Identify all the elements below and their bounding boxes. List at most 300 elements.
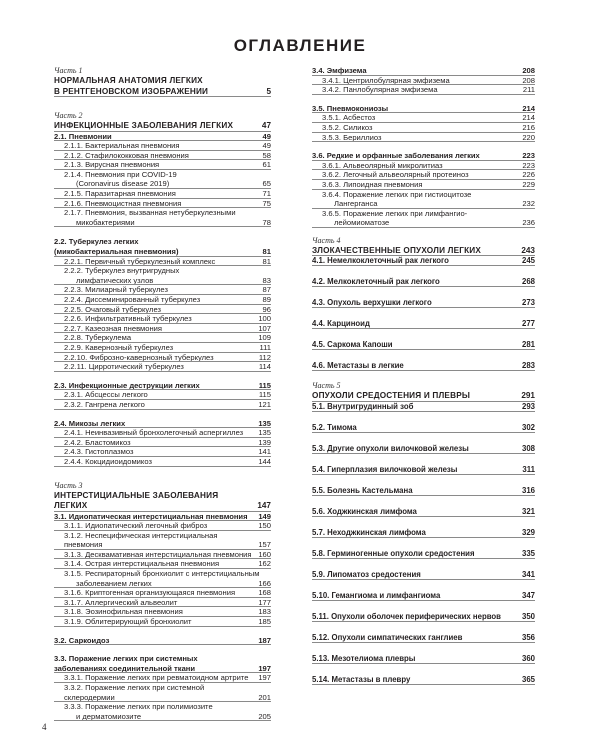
toc-entry-page: 205 xyxy=(258,711,271,721)
toc-entry[interactable] xyxy=(312,570,535,580)
toc-entry-title: 5.12. Опухоли симпатических ганглиев xyxy=(312,632,463,642)
toc-entry-title: 2.2.1. Первичный туберкулезный комплекс xyxy=(64,256,216,266)
toc-entry-page: 100 xyxy=(258,314,271,324)
toc-entry[interactable] xyxy=(54,189,271,199)
toc-entry-page: 141 xyxy=(258,447,271,457)
toc-entry[interactable] xyxy=(54,447,271,457)
toc-entry-page: 293 xyxy=(521,401,535,411)
toc-entry[interactable] xyxy=(54,598,271,608)
toc-entry[interactable] xyxy=(312,361,535,371)
toc-entry[interactable] xyxy=(312,528,535,538)
toc-entry[interactable] xyxy=(54,428,271,438)
toc-entry-title: 2.4. Микозы легких xyxy=(54,418,126,428)
toc-entry[interactable] xyxy=(312,190,535,200)
toc-entry-title: 2.2.4. Диссеминированный туберкулез xyxy=(64,295,201,304)
toc-entry-page: 223 xyxy=(522,151,535,161)
toc-entry[interactable] xyxy=(54,683,271,702)
toc-entry-page: 61 xyxy=(262,160,271,170)
toc-entry[interactable] xyxy=(54,419,271,429)
toc-entry-title: 5.14. Метастазы в плевру xyxy=(312,674,411,684)
page-title: ОГЛАВЛЕНИЕ xyxy=(233,36,367,55)
toc-entry[interactable] xyxy=(54,218,271,228)
toc-entry[interactable] xyxy=(54,491,271,512)
toc-entry[interactable] xyxy=(312,549,535,559)
toc-entry-page: 243 xyxy=(521,245,535,255)
toc-entry[interactable] xyxy=(54,170,271,180)
toc-entry-title: 3.6.4. Поражение легких при гистиоцитозе xyxy=(322,189,472,199)
toc-entry-title: микобактериями xyxy=(76,217,135,227)
toc-entry[interactable] xyxy=(54,324,271,334)
toc-entry[interactable] xyxy=(54,179,271,189)
toc-entry-title: ИНФЕКЦИОННЫЕ ЗАБОЛЕВАНИЯ ЛЕГКИХ xyxy=(54,121,234,130)
toc-right-column xyxy=(312,66,535,685)
toc-entry-title: 2.2.9. Кавернозный туберкулез xyxy=(64,342,174,352)
toc-entry-page: 58 xyxy=(262,150,271,160)
toc-entry-title: 3.1.6. Криптогенная организующаяся пневмония xyxy=(64,588,236,598)
toc-entry-title: 3.1.9. Облитерирующий бронхиолит xyxy=(64,617,192,627)
toc-entry-title: 2.4.3. Гистоплазмоз xyxy=(64,447,134,457)
toc-entry-title: 3.1.4. Острая интерстициальная пневмония xyxy=(64,559,220,569)
toc-entry-title: заболеванием легких xyxy=(76,578,152,588)
toc-entry-page: 291 xyxy=(521,391,535,401)
toc-entry-page: 107 xyxy=(258,323,271,333)
toc-entry-page: 112 xyxy=(258,352,271,362)
toc-entry-page: 201 xyxy=(258,692,271,702)
toc-entry-title: 4.2. Мелкоклеточный рак легкого xyxy=(312,277,440,287)
toc-entry-title: 3.4.1. Центрилобулярная эмфизема xyxy=(322,75,450,85)
toc-entry[interactable] xyxy=(312,654,535,664)
toc-entry-page: 316 xyxy=(521,485,535,495)
toc-entry-page: 78 xyxy=(262,217,271,227)
toc-entry[interactable] xyxy=(54,276,271,286)
toc-entry-title: 2.2. Туберкулез легких xyxy=(54,237,139,247)
toc-entry[interactable] xyxy=(54,521,271,531)
toc-entry-title: лейомиоматозе xyxy=(334,218,390,228)
toc-entry-page: 356 xyxy=(521,632,535,642)
toc-entry[interactable] xyxy=(312,612,535,622)
spacer xyxy=(312,308,535,319)
toc-entry-title: 5.13. Мезотелиома плевры xyxy=(312,653,416,663)
page-number: 4 xyxy=(42,722,47,732)
toc-entry-page: 302 xyxy=(521,422,535,432)
toc-left-column xyxy=(54,66,271,721)
toc-entry-page: 208 xyxy=(522,66,535,75)
toc-entry-title: 3.6. Редкие и орфанные заболевания легких xyxy=(312,151,480,161)
toc-entry-title: заболеваниях соединительной ткани xyxy=(54,663,196,673)
toc-entry-page: 121 xyxy=(258,399,271,409)
toc-entry-page: 71 xyxy=(262,189,271,199)
toc-entry-page: 226 xyxy=(522,170,535,180)
toc-entry-title: 2.1.5. Паразитарная пневмония xyxy=(64,189,176,199)
toc-entry-title: (Coronavirus disease 2019) xyxy=(76,179,170,189)
toc-entry-page: 214 xyxy=(522,113,535,123)
toc-entry-title: 2.1.2. Стафилококковая пневмония xyxy=(64,150,189,160)
spacer xyxy=(54,372,271,381)
toc-entry-title: 2.2.7. Казеозная пневмония xyxy=(64,323,163,333)
toc-entry[interactable] xyxy=(54,457,271,467)
toc-entry-page: 281 xyxy=(521,340,535,350)
toc-entry-page: 223 xyxy=(522,160,535,170)
toc-entry-title: (микобактериальная пневмония) xyxy=(54,247,179,257)
toc-entry-page: 321 xyxy=(521,506,535,516)
toc-entry[interactable] xyxy=(312,633,535,643)
toc-entry-title: 3.5.2. Силикоз xyxy=(322,122,373,132)
toc-entry[interactable] xyxy=(54,712,271,722)
toc-entry[interactable] xyxy=(54,141,271,151)
toc-entry-page: 229 xyxy=(522,179,535,189)
toc-entry[interactable] xyxy=(54,343,271,353)
spacer xyxy=(54,645,271,654)
spacer xyxy=(312,559,535,570)
toc-entry-title: 2.2.11. Цирротический туберкулез xyxy=(64,362,184,372)
toc-entry-page: 211 xyxy=(522,85,535,95)
toc-entry-title: лимфатических узлов xyxy=(76,275,154,285)
toc-entry-page: 197 xyxy=(258,663,271,673)
toc-entry-title: 2.2.8. Туберкулема xyxy=(64,333,132,343)
spacer xyxy=(312,643,535,654)
toc-entry-title: 5.10. Гемангиома и лимфангиома xyxy=(312,590,441,600)
toc-entry-title: 5.3. Другие опухоли вилочковой железы xyxy=(312,443,469,453)
toc-entry[interactable] xyxy=(312,209,535,219)
toc-entry-title: 3.1. Идиопатическая интерстициальная пневмония xyxy=(54,511,248,521)
toc-entry-page: 283 xyxy=(521,361,535,371)
toc-entry-page: 168 xyxy=(258,588,271,598)
toc-entry-page: 5 xyxy=(266,86,271,96)
spacer xyxy=(312,454,535,465)
toc-entry[interactable] xyxy=(312,170,535,180)
toc-entry-page: 114 xyxy=(258,362,271,372)
toc-entry[interactable] xyxy=(312,444,535,454)
toc-entry-page: 47 xyxy=(261,121,271,130)
toc-entry-title: 2.2.6. Инфильтративный туберкулез xyxy=(64,314,192,324)
toc-entry-title: В РЕНТГЕНОВСКОМ ИЗОБРАЖЕНИИ xyxy=(54,86,209,96)
toc-entry-title: 5.7. Неходжкинская лимфома xyxy=(312,527,426,537)
toc-entry-page: 81 xyxy=(262,256,271,266)
toc-entry-page: 115 xyxy=(258,390,271,400)
spacer xyxy=(54,467,271,475)
toc-entry[interactable] xyxy=(312,486,535,496)
toc-entry[interactable] xyxy=(54,579,271,589)
toc-entry-title: 5.4. Гиперплазия вилочковой железы xyxy=(312,464,458,474)
toc-entry-page: 347 xyxy=(521,590,535,600)
toc-entry-title: 3.1.5. Респираторный бронхиолит с интерстициальным xyxy=(64,569,260,579)
toc-entry-title: 3.5.1. Асбестоз xyxy=(322,113,376,123)
toc-entry-title: 4.5. Саркома Капоши xyxy=(312,340,393,350)
toc-entry-title: НОРМАЛЬНАЯ АНАТОМИЯ ЛЕГКИХ xyxy=(54,76,203,85)
toc-entry[interactable] xyxy=(54,333,271,343)
toc-entry[interactable] xyxy=(54,617,271,627)
toc-entry[interactable] xyxy=(54,87,271,98)
toc-entry[interactable] xyxy=(54,531,271,550)
toc-entry-title: 3.6.3. Липоидная пневмония xyxy=(322,179,423,189)
toc-entry-page: 335 xyxy=(521,548,535,558)
toc-entry-title: 3.4. Эмфизема xyxy=(312,66,367,75)
spacer xyxy=(312,266,535,277)
toc-entry-page: 268 xyxy=(521,277,535,287)
toc-entry[interactable] xyxy=(312,151,535,161)
toc-entry-title: 2.2.10. Фиброзно-кавернозный туберкулез xyxy=(64,352,214,362)
toc-entry-page: 157 xyxy=(258,540,271,550)
toc-entry[interactable] xyxy=(312,66,535,76)
toc-entry[interactable] xyxy=(54,266,271,276)
toc-entry-page: 162 xyxy=(258,559,271,569)
toc-entry-page: 311 xyxy=(522,464,535,474)
toc-entry-page: 185 xyxy=(258,617,271,627)
toc-entry[interactable] xyxy=(54,390,271,400)
toc-entry[interactable] xyxy=(312,123,535,133)
toc-entry-page: 160 xyxy=(258,549,271,559)
toc-entry-page: 308 xyxy=(521,443,535,453)
toc-entry-title: 3.6.5. Поражение легких при лимфангио- xyxy=(322,208,468,218)
toc-entry-page: 135 xyxy=(258,418,271,428)
toc-entry[interactable] xyxy=(54,550,271,560)
toc-entry[interactable] xyxy=(54,257,271,267)
toc-entry[interactable] xyxy=(54,400,271,410)
toc-entry[interactable] xyxy=(312,104,535,114)
toc-entry[interactable] xyxy=(54,76,271,87)
toc-entry-page: 232 xyxy=(522,199,535,209)
toc-entry-title: 3.1.7. Аллергический альвеолит xyxy=(64,597,178,607)
toc-entry-title: 3.1.8. Эозинофильная пневмония xyxy=(64,607,183,617)
toc-entry[interactable] xyxy=(54,353,271,363)
toc-entry-title: ЗЛОКАЧЕСТВЕННЫЕ ОПУХОЛИ ЛЕГКИХ xyxy=(312,245,482,255)
toc-entry-title: 2.1.7. Пневмония, вызванная нетуберкулезными xyxy=(64,208,236,218)
toc-entry-page: 350 xyxy=(521,611,535,621)
toc-entry-title: 2.1.6. Пневмоцистная пневмония xyxy=(64,198,182,208)
toc-entry[interactable] xyxy=(312,423,535,433)
toc-entry-page: 115 xyxy=(258,380,271,390)
toc-entry[interactable] xyxy=(54,121,271,132)
toc-entry[interactable] xyxy=(54,569,271,579)
spacer xyxy=(312,517,535,528)
toc-entry-page: 65 xyxy=(262,179,271,189)
toc-entry-title: и дерматомиозите xyxy=(76,711,142,721)
spacer xyxy=(312,95,535,104)
toc-entry[interactable] xyxy=(312,256,535,266)
toc-entry[interactable] xyxy=(312,85,535,95)
toc-entry[interactable] xyxy=(54,654,271,664)
spacer xyxy=(312,371,535,375)
toc-entry-page: 208 xyxy=(522,75,535,85)
toc-entry[interactable] xyxy=(54,438,271,448)
toc-entry-title: 2.4.2. Бластомикоз xyxy=(64,437,131,447)
spacer xyxy=(312,142,535,151)
toc-entry[interactable] xyxy=(54,199,271,209)
toc-entry-title: 3.5. Пневмокониозы xyxy=(312,103,389,113)
spacer xyxy=(312,329,535,340)
toc-entry-title: 2.1.4. Пневмония при COVID-19 xyxy=(64,169,177,179)
toc-entry-page: 83 xyxy=(262,275,271,285)
toc-entry-title: 3.1.1. Идиопатический легочный фиброз xyxy=(64,521,208,531)
toc-entry[interactable] xyxy=(312,591,535,601)
toc-entry-page: 109 xyxy=(258,333,271,343)
part-label: Часть 4 xyxy=(312,235,341,245)
toc-entry[interactable] xyxy=(54,247,271,257)
toc-entry-page: 166 xyxy=(258,578,271,588)
toc-entry[interactable] xyxy=(54,381,271,391)
toc-entry-title: 3.6.2. Легочный альвеолярный протеиноз xyxy=(322,170,469,180)
toc-entry[interactable] xyxy=(54,559,271,569)
toc-entry-title: 2.1.3. Вирусная пневмония xyxy=(64,160,160,170)
toc-entry-page: 144 xyxy=(258,456,271,466)
toc-entry[interactable] xyxy=(312,76,535,86)
spacer xyxy=(312,287,535,298)
toc-entry[interactable] xyxy=(312,298,535,308)
toc-entry-page: 329 xyxy=(521,527,535,537)
toc-entry[interactable] xyxy=(54,636,271,646)
toc-entry[interactable] xyxy=(312,113,535,123)
toc-entry-title: 4.6. Метастазы в легкие xyxy=(312,361,404,371)
toc-entry-title: 4.1. Немелкоклеточный рак легкого xyxy=(312,256,449,266)
part-label: Часть 3 xyxy=(54,480,83,490)
toc-entry-page: 87 xyxy=(262,285,271,295)
toc-entry-page: 111 xyxy=(259,342,271,352)
spacer xyxy=(54,227,271,237)
toc-entry[interactable] xyxy=(312,319,535,329)
spacer xyxy=(312,496,535,507)
toc-entry-title: 2.1. Пневмонии xyxy=(54,131,112,141)
toc-entry[interactable] xyxy=(54,607,271,617)
toc-entry-page: 89 xyxy=(262,295,271,304)
spacer xyxy=(312,350,535,361)
toc-entry[interactable] xyxy=(54,673,271,683)
toc-entry-title: Лангерганса xyxy=(334,199,378,209)
toc-entry-page: 197 xyxy=(258,673,271,683)
toc-entry-title: 5.2. Тимома xyxy=(312,422,357,432)
toc-entry-page: 139 xyxy=(258,437,271,447)
toc-entry-page: 341 xyxy=(521,569,535,579)
toc-entry-page: 214 xyxy=(522,103,535,113)
toc-entry-page: 149 xyxy=(258,511,271,521)
spacer xyxy=(312,228,535,236)
toc-entry[interactable] xyxy=(54,362,271,372)
toc-entry-title: 3.3.2. Поражение легких при системной склеродермии xyxy=(64,683,205,702)
toc-entry-page: 81 xyxy=(262,247,271,257)
toc-entry[interactable] xyxy=(312,465,535,475)
toc-entry-page: 135 xyxy=(258,428,271,438)
toc-entry[interactable] xyxy=(312,199,535,209)
toc-entry-title: 2.3.1. Абсцессы легкого xyxy=(64,390,148,400)
toc-entry-page: 96 xyxy=(262,304,271,314)
spacer xyxy=(312,664,535,675)
toc-entry[interactable] xyxy=(54,151,271,161)
toc-entry-title: 2.2.3. Милиарный туберкулез xyxy=(64,285,168,295)
toc-entry-page: 49 xyxy=(262,141,271,151)
toc-entry-title: 3.5.3. Бериллиоз xyxy=(322,132,382,142)
toc-entry[interactable] xyxy=(54,512,271,522)
toc-entry-page: 245 xyxy=(521,256,535,266)
toc-entry-title: 3.3. Поражение легких при системных xyxy=(54,654,198,664)
toc-entry-page: 365 xyxy=(521,674,535,684)
toc-entry[interactable] xyxy=(54,702,271,712)
spacer xyxy=(312,475,535,486)
spacer xyxy=(312,601,535,612)
toc-entry[interactable] xyxy=(312,507,535,517)
toc-entry-page: 273 xyxy=(521,298,535,308)
toc-entry-title: 5.9. Липоматоз средостения xyxy=(312,569,421,579)
toc-entry-title: ОПУХОЛИ СРЕДОСТЕНИЯ И ПЛЕВРЫ xyxy=(312,391,471,401)
toc-entry[interactable] xyxy=(312,161,535,171)
toc-entry-title: 4.3. Опухоль верхушки легкого xyxy=(312,298,432,308)
toc-entry-page: 360 xyxy=(521,653,535,663)
toc-entry-title: 3.3.1. Поражение легких при ревматоидном артрите xyxy=(64,673,249,683)
toc-entry-title: 5.6. Ходжкинская лимфома xyxy=(312,506,417,516)
spacer xyxy=(312,433,535,444)
toc-entry[interactable] xyxy=(312,218,535,228)
toc-entry-title: 5.5. Болезнь Кастельмана xyxy=(312,485,413,495)
toc-entry-title: 2.3. Инфекционные деструкции легких xyxy=(54,380,200,390)
toc-entry-title: 3.6.1. Альвеолярный микролитиаз xyxy=(322,160,443,170)
toc-entry-title: 3.1.3. Десквамативная интерстициальная пневмония xyxy=(64,549,252,559)
toc-entry[interactable] xyxy=(54,132,271,142)
toc-entry[interactable] xyxy=(312,402,535,412)
toc-entry[interactable] xyxy=(312,391,535,402)
toc-entry-title: 5.8. Герминогенные опухоли средостения xyxy=(312,548,475,558)
part-label: Часть 1 xyxy=(54,66,83,75)
toc-entry-page: 187 xyxy=(258,635,271,645)
toc-entry-page: 49 xyxy=(262,131,271,141)
toc-entry[interactable] xyxy=(312,277,535,287)
toc-entry[interactable] xyxy=(312,133,535,143)
toc-entry-page: 183 xyxy=(258,607,271,617)
spacer xyxy=(54,627,271,636)
toc-entry[interactable] xyxy=(312,340,535,350)
toc-entry[interactable] xyxy=(54,305,271,315)
toc-entry-page: 220 xyxy=(522,132,535,142)
toc-entry[interactable] xyxy=(54,237,271,247)
toc-entry[interactable] xyxy=(312,180,535,190)
toc-entry-title: 5.1. Внутригрудинный зоб xyxy=(312,401,414,411)
toc-entry-title: ИНТЕРСТИЦИАЛЬНЫЕ ЗАБОЛЕВАНИЯ ЛЕГКИХ xyxy=(54,490,219,510)
toc-entry[interactable] xyxy=(312,246,535,257)
toc-entry[interactable] xyxy=(54,285,271,295)
toc-entry[interactable] xyxy=(54,664,271,674)
toc-entry-title: 3.2. Саркоидоз xyxy=(54,635,110,645)
toc-entry-title: 3.4.2. Панлобулярная эмфизема xyxy=(322,85,438,95)
toc-entry-title: 2.4.4. Кокцидиоидомикоз xyxy=(64,456,152,466)
toc-entry-title: 2.4.1. Неинвазивный бронхолегочный аспергиллез xyxy=(64,428,244,438)
toc-entry[interactable] xyxy=(312,675,535,685)
toc-entry[interactable] xyxy=(54,314,271,324)
spacer xyxy=(312,580,535,591)
toc-entry-page: 75 xyxy=(262,198,271,208)
toc-entry-page: 216 xyxy=(522,122,535,132)
toc-entry[interactable] xyxy=(54,588,271,598)
spacer xyxy=(312,538,535,549)
toc-entry-title: 2.2.5. Очаговый туберкулез xyxy=(64,304,162,314)
toc-entry-page: 277 xyxy=(521,319,535,329)
toc-entry-page: 177 xyxy=(258,597,271,607)
toc-entry-title: 2.2.2. Туберкулез внутригрудных xyxy=(64,266,180,276)
spacer xyxy=(312,622,535,633)
toc-entry[interactable] xyxy=(54,160,271,170)
part-label: Часть 2 xyxy=(54,111,83,120)
toc-entry[interactable] xyxy=(54,295,271,305)
toc-entry-title: 5.11. Опухоли оболочек периферических нервов xyxy=(312,611,501,621)
spacer xyxy=(54,410,271,419)
toc-entry-title: 3.1.2. Неспецифическая интерстициальная пневмония xyxy=(64,530,218,550)
toc-entry-title: 3.3.3. Поражение легких при полимиозите xyxy=(64,702,213,712)
toc-entry-page: 147 xyxy=(257,501,271,510)
toc-entry-page: 150 xyxy=(258,521,271,531)
part-label: Часть 5 xyxy=(312,381,341,391)
toc-entry[interactable] xyxy=(54,208,271,218)
toc-entry-title: 2.1.1. Бактериальная пневмония xyxy=(64,141,180,151)
spacer xyxy=(312,412,535,423)
spacer xyxy=(54,97,271,105)
toc-entry-title: 4.4. Карциноид xyxy=(312,319,370,329)
toc-entry-title: 2.3.2. Гангрена легкого xyxy=(64,399,145,409)
